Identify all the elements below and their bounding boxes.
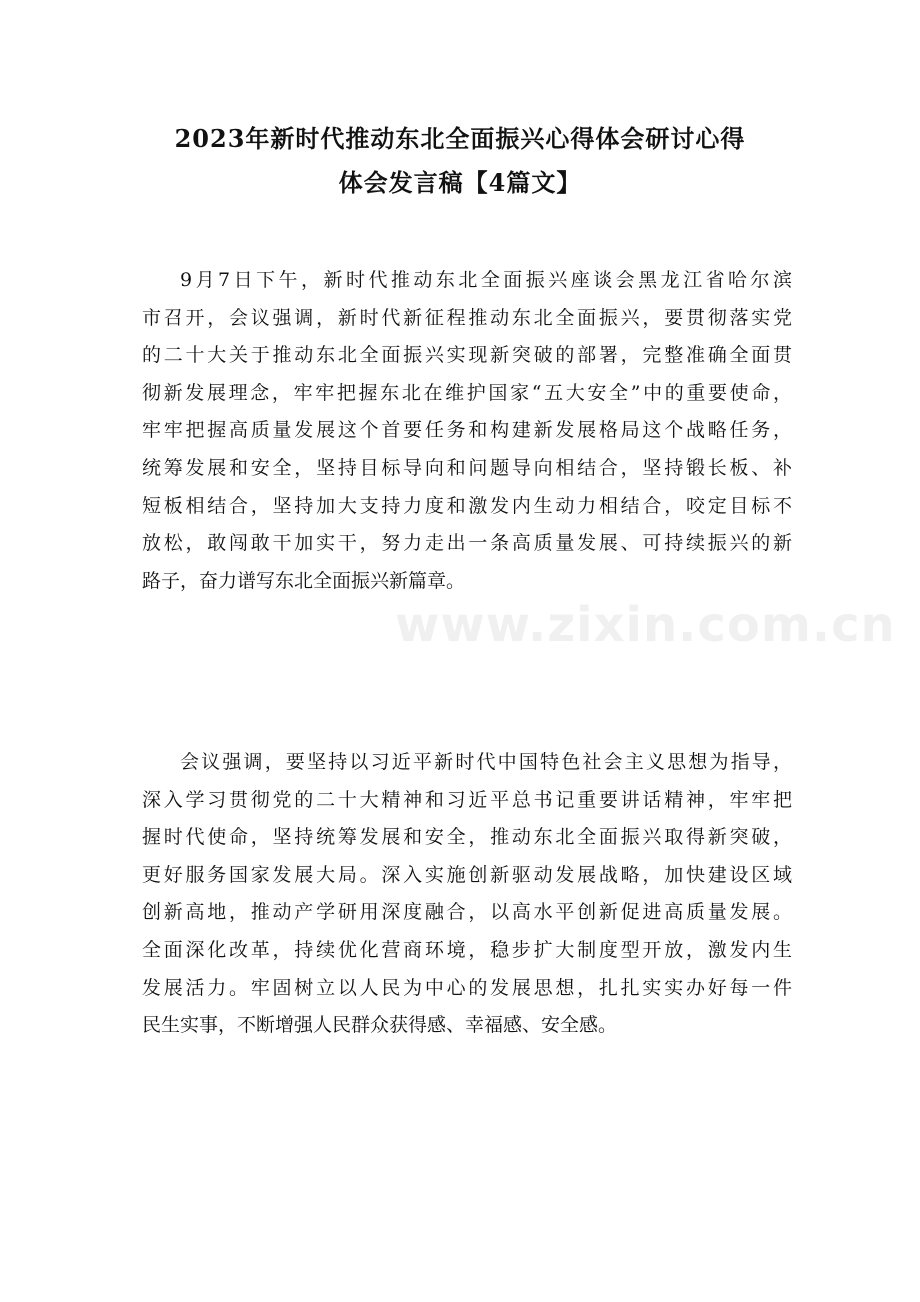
paragraph-line: 彻新发展理念，牢牢把握东北在维护国家“五大安全”中的重要使命， <box>142 381 792 404</box>
paragraph-line: 路子，奋力谱写东北全面振兴新篇章。 <box>142 569 466 592</box>
paragraph-line: 握时代使命，坚持统筹发展和安全，推动东北全面振兴取得新突破， <box>142 826 792 849</box>
paragraph-line: 深入学习贯彻党的二十大精神和习近平总书记重要讲话精神，牢牢把 <box>142 788 792 811</box>
paragraph-line: 统筹发展和安全，坚持目标导向和问题导向相结合，坚持锻长板、补 <box>142 456 792 479</box>
paragraph-line: 市召开，会议强调，新时代新征程推动东北全面振兴，要贯彻落实党 <box>142 306 792 329</box>
document-title <box>120 117 800 205</box>
paragraph-line: 牢牢把握高质量发展这个首要任务和构建新发展格局这个战略任务， <box>142 419 792 442</box>
paragraph-line: 更好服务国家发展大局。深入实施创新驱动发展战略，加快建设区域 <box>142 863 792 886</box>
title-line: 2023年新时代推动东北全面振兴心得体会研讨心得 <box>174 124 746 153</box>
paragraph-line: 发展活力。牢固树立以人民为中心的发展思想，扎扎实实办好每一件 <box>142 976 792 999</box>
paragraph-line: 民生实事，不断增强人民群众获得感、幸福感、安全感。 <box>142 1014 618 1037</box>
paragraph-line: 9月7日下午，新时代推动东北全面振兴座谈会黑龙江省哈尔滨 <box>180 269 792 291</box>
body-paragraph <box>142 744 792 1045</box>
watermark: www.zixin.com.cn <box>395 597 896 653</box>
paragraph-line: 全面深化改革，持续优化营商环境，稳步扩大制度型开放，激发内生 <box>142 938 792 961</box>
paragraph-line: 放松，敢闯敢干加实干，努力走出一条高质量发展、可持续振兴的新 <box>142 532 792 555</box>
title-line: 体会发言稿【4篇文】 <box>338 168 582 197</box>
paragraph-line: 创新高地，推动产学研用深度融合，以高水平创新促进高质量发展。 <box>142 901 792 924</box>
paragraph-line: 的二十大关于推动东北全面振兴实现新突破的部署，完整准确全面贯 <box>142 344 792 367</box>
paragraph-line: 短板相结合，坚持加大支持力度和激发内生动力相结合，咬定目标不 <box>142 494 792 517</box>
paragraph-line: 会议强调，要坚持以习近平新时代中国特色社会主义思想为指导， <box>180 751 792 773</box>
body-paragraph <box>142 262 792 600</box>
